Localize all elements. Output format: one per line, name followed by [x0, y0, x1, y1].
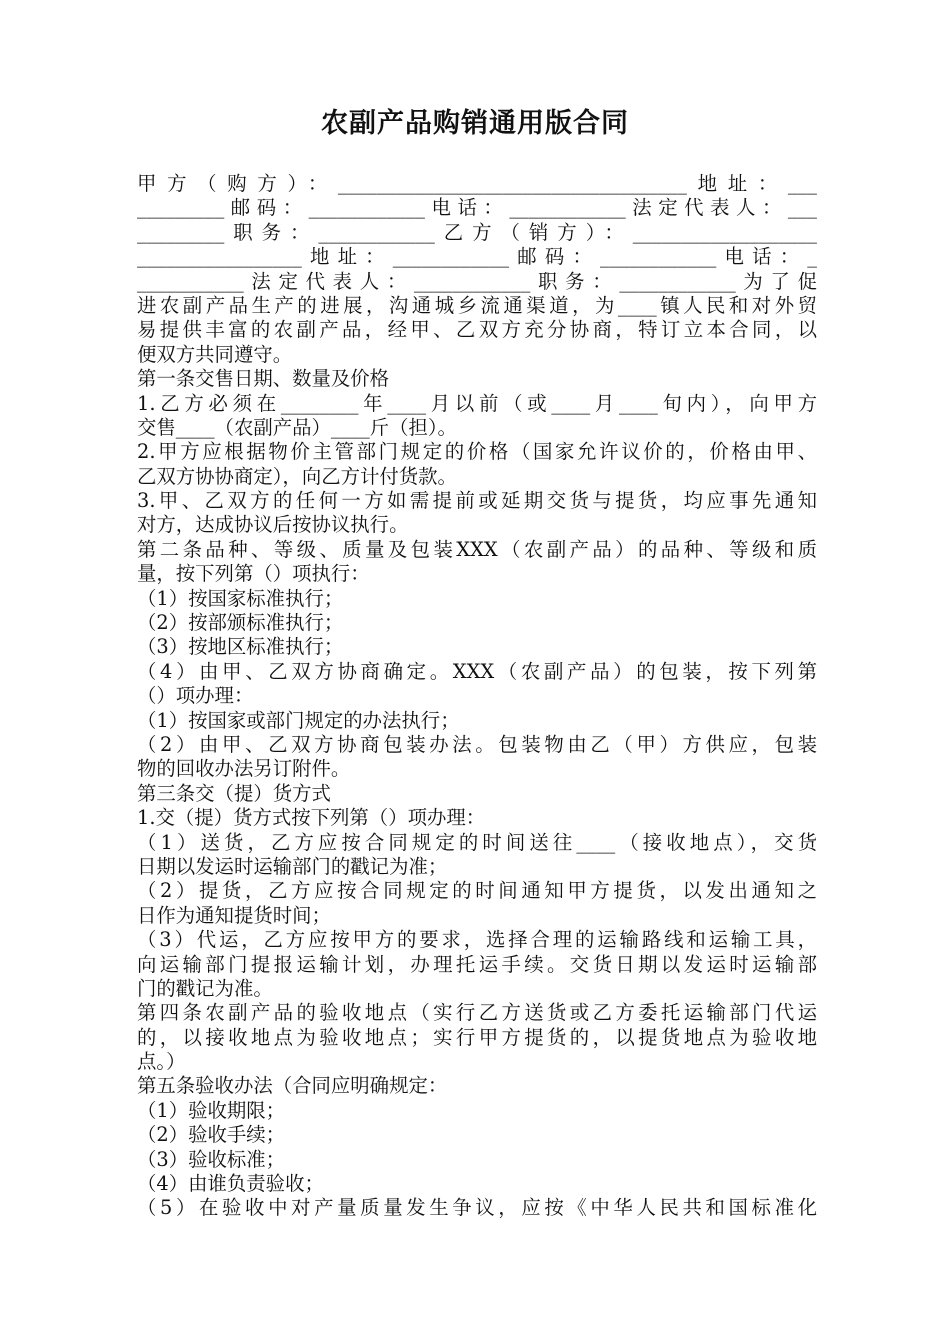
document-line: 交售____（农副产品）____斤（担）。 — [137, 415, 457, 439]
document-line: 便双方共同遵守。 — [137, 342, 293, 366]
document-line: 物的回收办法另订附件。 — [137, 757, 351, 781]
document-line: 1.乙方必须在________年____月以前（或____月____旬内），向甲方 — [137, 391, 817, 415]
document-line: （1）送货，乙方应按合同规定的时间送往____（接收地点），交货 — [137, 830, 817, 854]
document-line: 量，按下列第（）项执行： — [137, 562, 370, 586]
document-line: 第四条农副产品的验收地点（实行乙方送货或乙方委托运输部门代运 — [137, 1001, 817, 1025]
document-body — [137, 172, 817, 1221]
document-line: 日期以发运时运输部门的戳记为准； — [137, 854, 448, 878]
document-line: 甲方（购方）：____________________________________地址：___ — [137, 172, 817, 195]
document-line: 1.交（提）货方式按下列第（）项办理： — [137, 806, 486, 830]
document-line: 乙双方协协商定），向乙方计付货款。 — [137, 464, 457, 488]
document-line: 3.甲、乙双方的任何一方如需提前或延期交货与提货，均应事先通知 — [137, 489, 817, 513]
document-line: （2）按部颁标准执行； — [137, 611, 344, 635]
document-line: （1）按国家标准执行； — [137, 586, 344, 610]
document-line: （3）验收标准； — [137, 1147, 286, 1171]
document-line: 的，以接收地点为验收地点；实行甲方提货的，以提货地点为验收地 — [137, 1025, 817, 1049]
document-line: （1）验收期限； — [137, 1098, 286, 1122]
document-line: 门的戳记为准。 — [137, 976, 273, 1000]
document-line: 第五条验收办法（合同应明确规定： — [137, 1074, 448, 1098]
document-line: 易提供丰富的农副产品，经甲、乙双方充分协商，特订立本合同，以 — [137, 318, 817, 342]
document-line: 对方，达成协议后按协议执行。 — [137, 513, 409, 537]
document-line: 进农副产品生产的进展，沟通城乡流通渠道，为____镇人民和对外贸 — [137, 293, 817, 317]
document-line: 第一条交售日期、数量及价格 — [137, 367, 390, 391]
document-line: 第三条交（提）货方式 — [137, 781, 331, 805]
document-line: （3）代运，乙方应按甲方的要求，选择合理的运输路线和运输工具， — [137, 928, 817, 952]
document-line: 日作为通知提货时间； — [137, 903, 331, 927]
document-line: _________________地址：____________邮码：____________电话：_ — [137, 245, 817, 269]
document-line: ___________法定代表人：____________职务：____________为了促 — [137, 269, 817, 293]
document-line: （）项办理： — [137, 684, 254, 708]
document-line: （2）由甲、乙双方协商包装办法。包装物由乙（甲）方供应，包装 — [137, 732, 817, 756]
document-line: （2）验收手续； — [137, 1123, 286, 1147]
document-line: （2）提货，乙方应按合同规定的时间通知甲方提货，以发出通知之 — [137, 879, 817, 903]
document-line: 第二条品种、等级、质量及包装XXX（农副产品）的品种、等级和质 — [137, 537, 817, 561]
document-line: （4）由谁负责验收； — [137, 1172, 324, 1196]
document-line: _________职务：____________乙方（销方）：___________________ — [137, 220, 817, 244]
document-line: （5）在验收中对产量质量发生争议，应按《中华人民共和国标准化 — [137, 1196, 817, 1220]
document-line: 向运输部门提报运输计划，办理托运手续。交货日期以发运时运输部 — [137, 952, 817, 976]
document-line: 点。） — [137, 1050, 186, 1074]
document-line: （3）按地区标准执行； — [137, 635, 344, 659]
document-line: （1）按国家或部门规定的办法执行； — [137, 708, 460, 732]
document-line: 2.甲方应根据物价主管部门规定的价格（国家允许议价的，价格由甲、 — [137, 440, 817, 464]
document-line: （4）由甲、乙双方协商确定。XXX（农副产品）的包装，按下列第 — [137, 659, 817, 683]
document-title: 农副产品购销通用版合同 — [321, 108, 629, 139]
document-line: _________邮码：____________电话：____________法定代表人：___ — [137, 196, 817, 220]
